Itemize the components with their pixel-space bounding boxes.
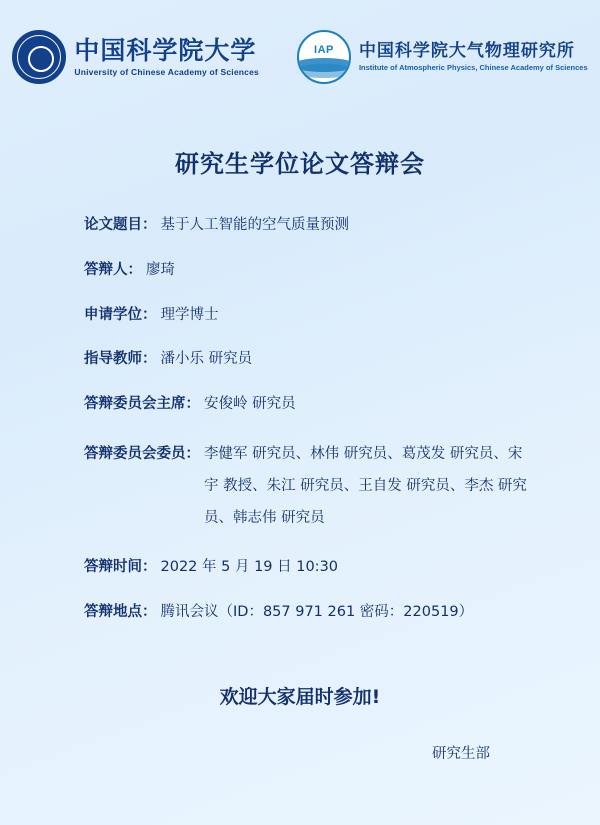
iap-logo-icon xyxy=(297,30,351,84)
info-row-thesis-title xyxy=(84,215,536,237)
info-row-candidate xyxy=(84,260,536,282)
iap-name-en: Institute of Atmospheric Physics, Chinese Academy of Sciences xyxy=(358,63,588,73)
iap-logo-letters: IAP xyxy=(314,44,334,56)
info-label: 答辩委员会委员： xyxy=(84,445,200,462)
info-row-time xyxy=(84,557,536,579)
welcome-message: 欢迎大家届时参加! xyxy=(219,685,381,708)
info-value: 李健军 研究员、林伟 研究员、葛茂发 研究员、宋宇 教授、朱江 研究员、王自发 研究员、李杰 研究员、韩志伟 研究员 xyxy=(204,445,527,526)
iap-logo-block xyxy=(283,30,588,84)
info-value: 理学博士 xyxy=(160,306,219,323)
info-value: 2022 年 5 月 19 日 10:30 xyxy=(160,559,339,576)
iap-text-block xyxy=(359,42,588,73)
info-label: 答辩时间： xyxy=(84,559,157,576)
ucas-name-cn: 中国科学院大学 xyxy=(74,36,257,66)
ucas-name-en: University of Chinese Academy of Sciences xyxy=(74,66,259,77)
signature-department: 研究生部 xyxy=(432,746,490,762)
info-label: 论文题目： xyxy=(84,217,157,233)
info-row-committee-chair xyxy=(84,394,536,416)
info-label: 申请学位： xyxy=(84,306,157,323)
info-row-supervisor xyxy=(84,349,536,371)
iap-wave-upper-icon xyxy=(297,58,351,72)
defense-info-list xyxy=(44,215,556,624)
header-logo-bar xyxy=(44,0,588,96)
info-label: 答辩人： xyxy=(84,261,142,278)
info-row-location xyxy=(84,602,536,624)
ucas-text-block xyxy=(74,37,259,77)
ucas-logo-block xyxy=(12,30,271,84)
info-value: 廖琦 xyxy=(146,261,175,278)
info-value: 安俊岭 研究员 xyxy=(204,396,296,412)
info-label: 答辩委员会主席： xyxy=(84,396,200,412)
info-label: 答辩地点： xyxy=(84,604,157,621)
info-value: 潘小乐 研究员 xyxy=(160,351,253,368)
info-value: 腾讯会议（ID：857 971 261 密码：220519） xyxy=(160,604,474,621)
info-value: 基于人工智能的空气质量预测 xyxy=(160,217,349,233)
info-row-degree xyxy=(84,305,536,327)
iap-name-cn: 中国科学院大气物理研究所 xyxy=(358,40,575,61)
ucas-seal-icon xyxy=(12,30,66,84)
info-label: 指导教师： xyxy=(84,351,157,368)
info-row-committee-members xyxy=(84,439,536,535)
page-title: 研究生学位论文答辩会 xyxy=(175,150,425,178)
